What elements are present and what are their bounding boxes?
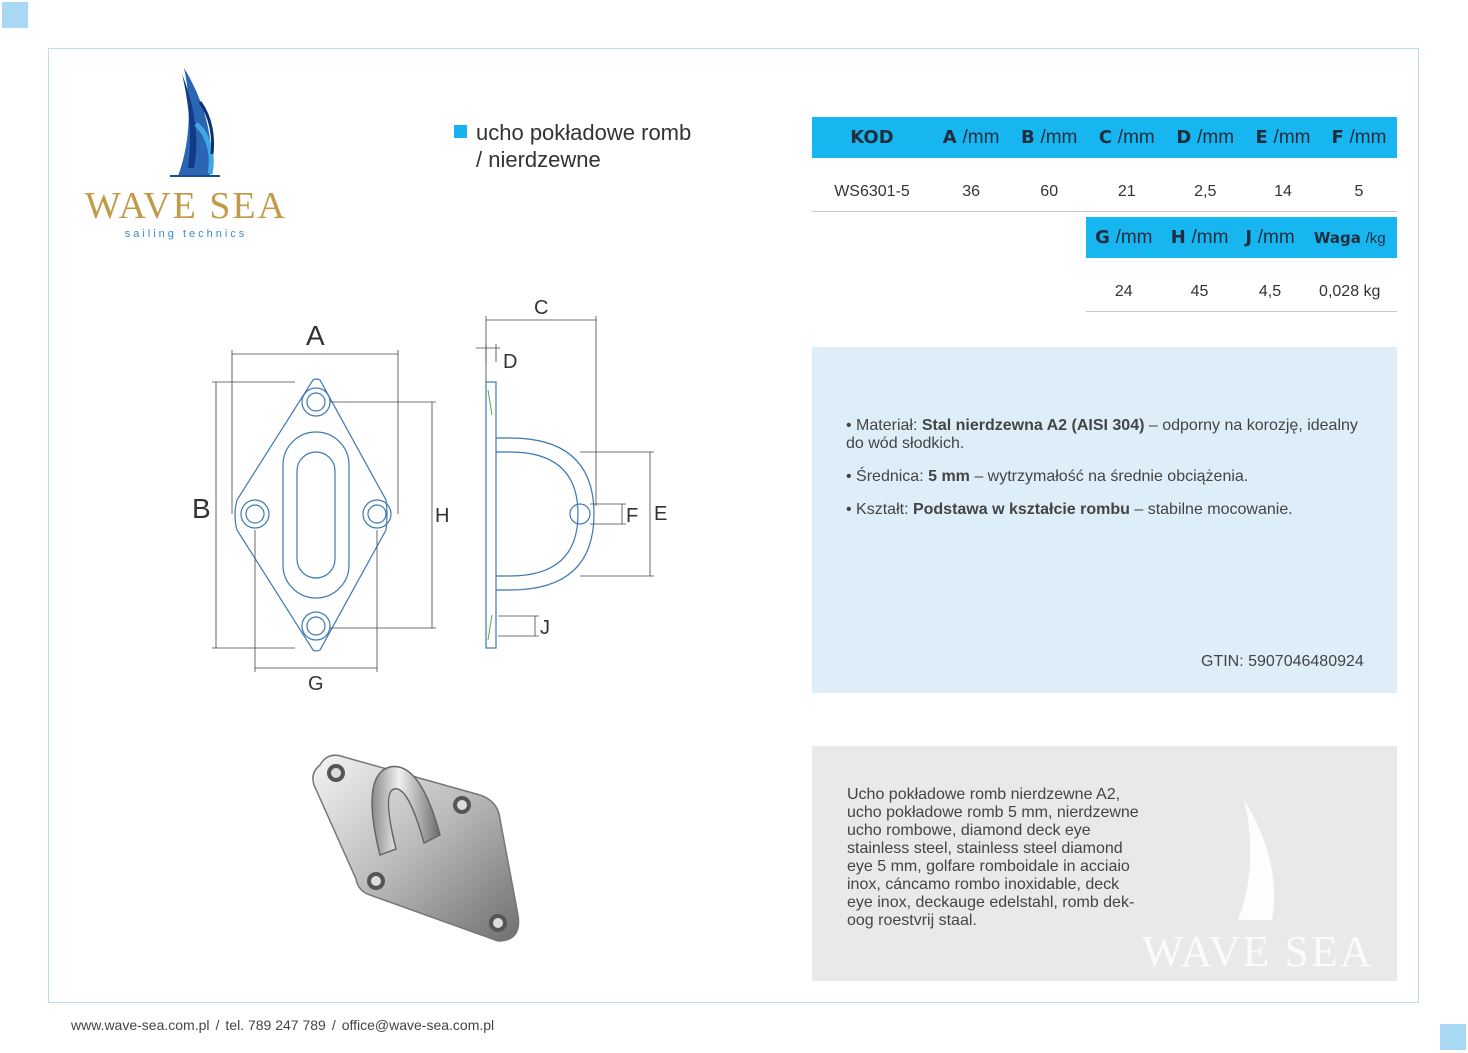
footer-contact: www.wave-sea.com.pl / tel. 789 247 789 / office@wave-sea.com.pl bbox=[71, 1017, 495, 1033]
cell-waga: 0,028 kg bbox=[1303, 273, 1398, 312]
table-row bbox=[812, 173, 1397, 212]
plate-outline bbox=[235, 379, 387, 651]
header-b: B /mm bbox=[1010, 117, 1088, 158]
product-photo bbox=[300, 745, 530, 955]
label-h: H bbox=[435, 505, 450, 527]
cell-f: 5 bbox=[1321, 173, 1397, 212]
cell-h: 45 bbox=[1162, 273, 1238, 312]
title-bullet-icon bbox=[454, 125, 467, 138]
footer-phone[interactable]: tel. 789 247 789 bbox=[225, 1017, 326, 1033]
header-f: F /mm bbox=[1321, 117, 1397, 158]
header-d: D /mm bbox=[1165, 117, 1245, 158]
header-j: J /mm bbox=[1238, 217, 1303, 258]
header-h: H /mm bbox=[1162, 217, 1238, 258]
header-waga: Waga /kg bbox=[1303, 217, 1398, 258]
description-box bbox=[812, 746, 1397, 981]
spec-table-main-header bbox=[812, 117, 1397, 158]
gtin-code: GTIN: 5907046480924 bbox=[1201, 653, 1364, 670]
cell-kod: WS6301-5 bbox=[812, 173, 932, 212]
cell-b: 60 bbox=[1010, 173, 1088, 212]
spec-table-secondary-header bbox=[1086, 217, 1397, 258]
watermark-sail-icon bbox=[1222, 796, 1292, 926]
cell-e: 14 bbox=[1245, 173, 1321, 212]
header-kod: KOD bbox=[812, 117, 932, 158]
cell-j: 4,5 bbox=[1238, 273, 1303, 312]
product-title-line2: / nierdzewne bbox=[476, 147, 601, 172]
label-g: G bbox=[308, 673, 324, 695]
label-d: D bbox=[503, 351, 518, 373]
header-e: E /mm bbox=[1245, 117, 1321, 158]
feature-list bbox=[846, 417, 1376, 534]
spec-table-secondary bbox=[1086, 217, 1397, 312]
cell-c: 21 bbox=[1088, 173, 1165, 212]
label-a: A bbox=[306, 320, 325, 351]
label-b: B bbox=[192, 493, 211, 524]
list-item: • Materiał: Stal nierdzewna A2 (AISI 304) – odporny na korozję, idealny do wód słodkich. bbox=[846, 417, 1358, 452]
label-e: E bbox=[654, 503, 668, 525]
spec-table-main bbox=[812, 117, 1397, 212]
corner-square-top-left bbox=[2, 2, 28, 28]
brand-tagline: sailing technics bbox=[124, 228, 248, 240]
list-item: • Kształt: Podstawa w kształcie rombu – stabilne mocowanie. bbox=[846, 501, 1293, 518]
label-c: C bbox=[534, 297, 549, 319]
product-title-line1: ucho pokładowe romb bbox=[476, 120, 692, 145]
watermark-brand: WAVE SEA bbox=[1142, 927, 1374, 976]
cell-a: 36 bbox=[932, 173, 1010, 212]
table-row bbox=[1086, 273, 1397, 312]
product-description: Ucho pokładowe romb nierdzewne A2, ucho pokładowe romb 5 mm, nierdzewne ucho rombowe, diamond deck eye stainless steel, stainless steel diamond eye 5 mm, golfare romboidale in acciaio inox, cáncamo rombo inoxidable, deck eye inox, deckauge edelstahl, romb dek-oog roestvrij staal. bbox=[847, 786, 1139, 929]
corner-square-bottom-right bbox=[1440, 1024, 1466, 1050]
footer-email-link[interactable]: office@wave-sea.com.pl bbox=[341, 1017, 495, 1033]
sail-logo-icon bbox=[160, 64, 230, 182]
cell-d: 2,5 bbox=[1165, 173, 1245, 212]
header-c: C /mm bbox=[1088, 117, 1165, 158]
label-j: J bbox=[540, 617, 550, 639]
list-item: • Średnica: 5 mm – wytrzymałość na średnie obciążenia. bbox=[846, 468, 1249, 485]
header-a: A /mm bbox=[932, 117, 1010, 158]
info-box bbox=[812, 347, 1397, 693]
label-f: F bbox=[626, 505, 639, 527]
footer-website-link[interactable]: www.wave-sea.com.pl bbox=[71, 1017, 210, 1033]
header-g: G /mm bbox=[1086, 217, 1162, 258]
technical-drawing bbox=[180, 290, 700, 710]
brand-name: WAVE SEA bbox=[84, 185, 288, 227]
product-title bbox=[476, 119, 691, 173]
cell-g: 24 bbox=[1086, 273, 1162, 312]
